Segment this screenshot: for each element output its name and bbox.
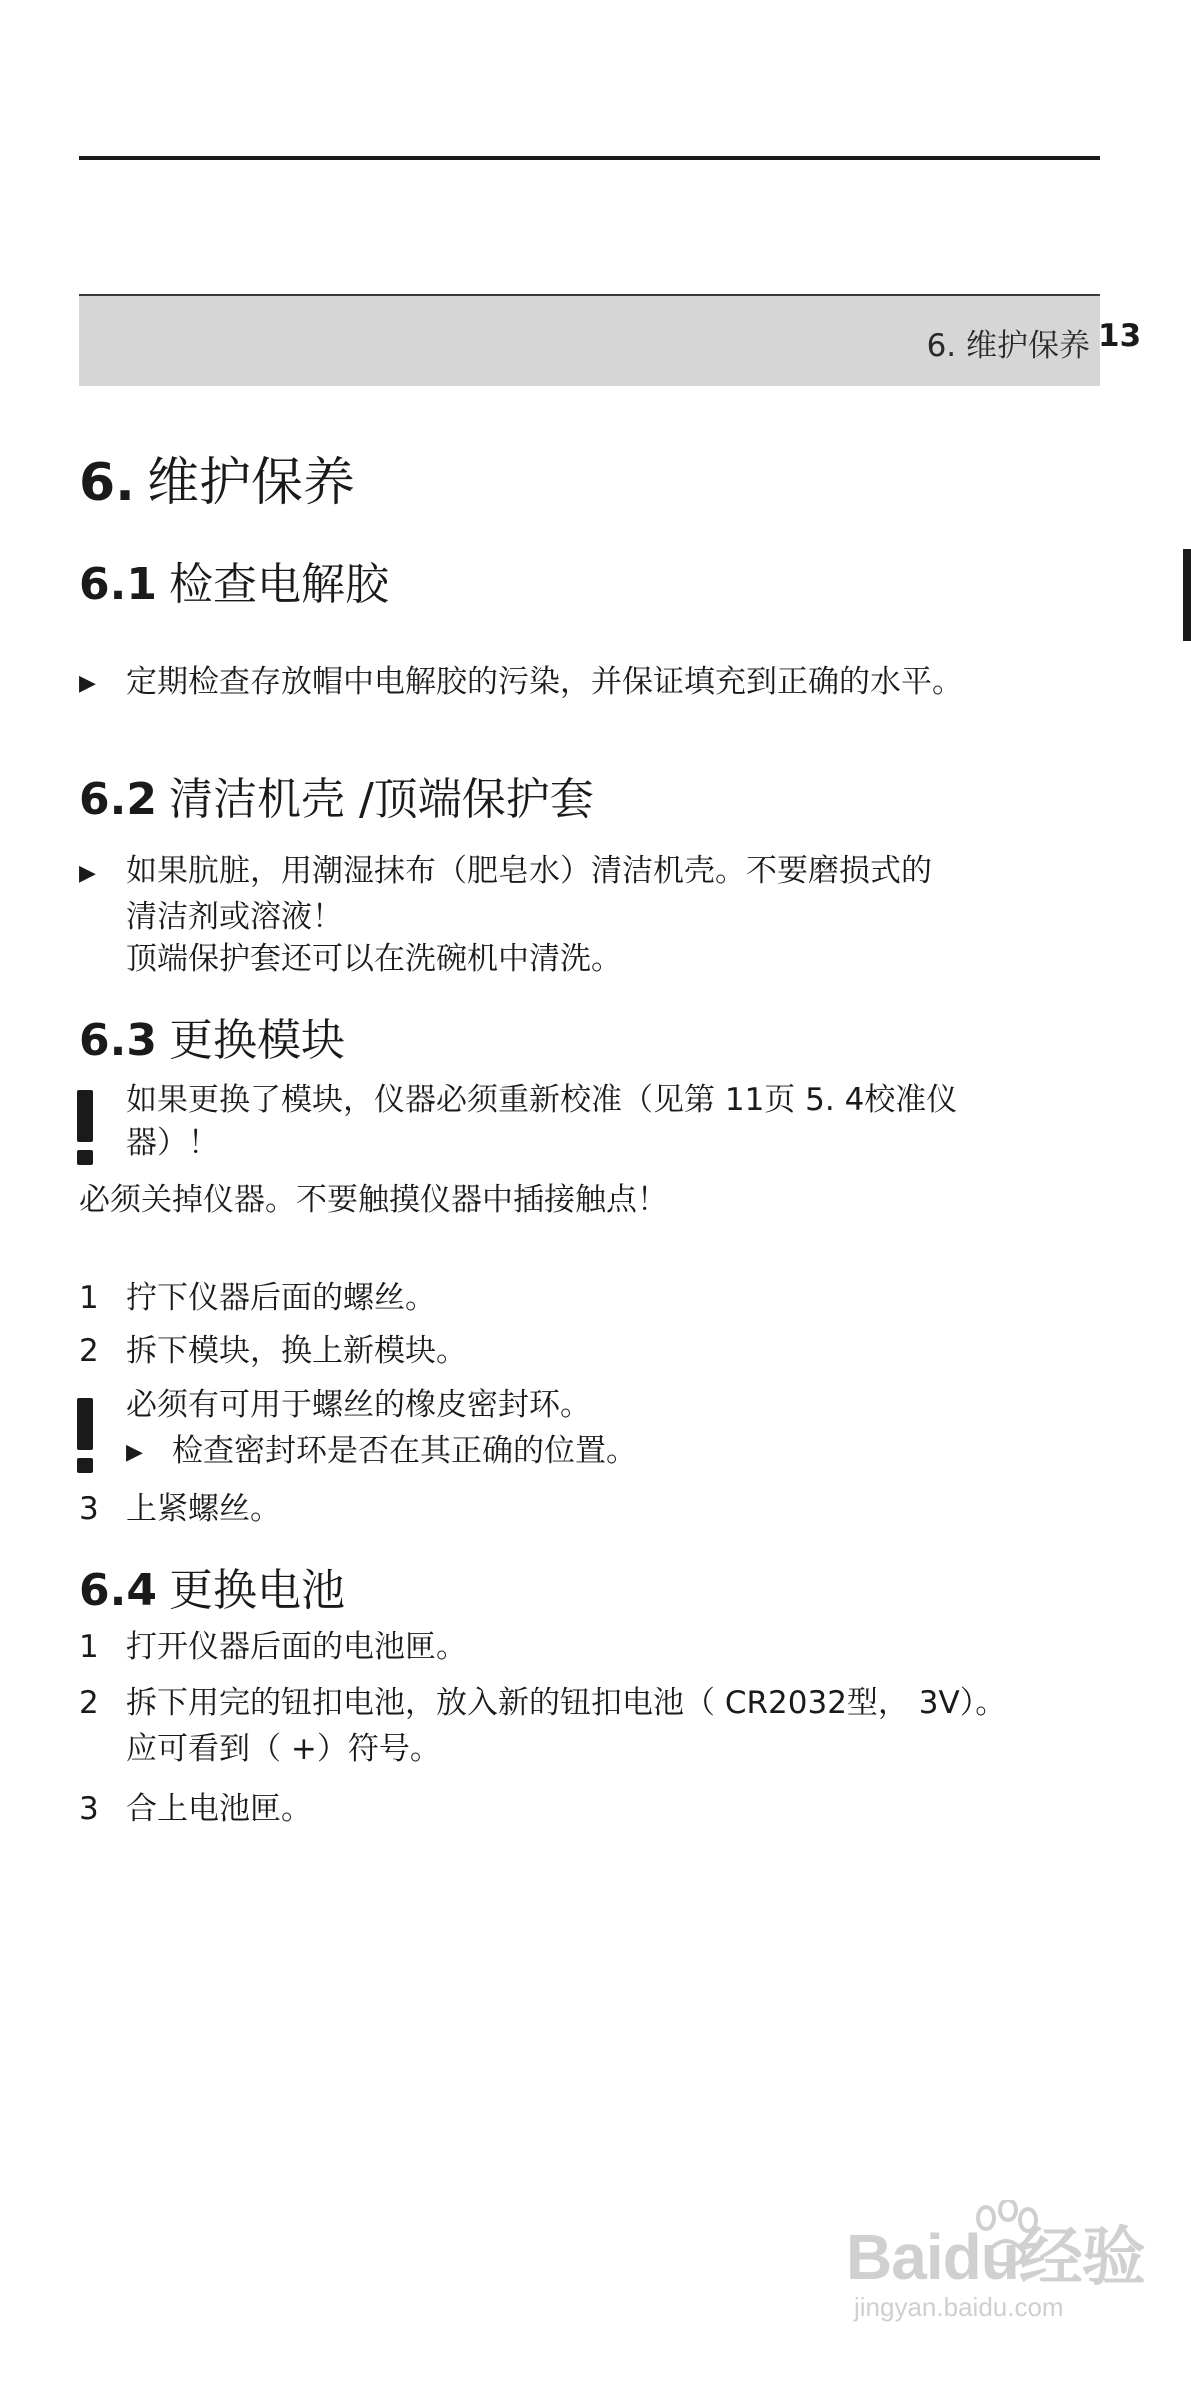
section-6-3-warning2-bullet: 检查密封环是否在其正确的位置。 [172, 1433, 637, 1469]
edge-tab-marker [1183, 549, 1191, 641]
warning-icon [76, 1090, 94, 1165]
warning-icon [76, 1398, 94, 1473]
section-6-3-warning-line1: 如果更换了模块，仪器必须重新校准（见第 11页 5. 4校准仪 [126, 1082, 958, 1118]
section-number: 6.2 [79, 774, 157, 825]
section-6-4-heading [79, 1554, 345, 1618]
section-number: 6.3 [79, 1015, 157, 1066]
section-title: 更换模块 [168, 1015, 345, 1066]
section-6-3-warning-line2: 器）！ [126, 1125, 219, 1161]
section-title: 检查电解胶 [168, 559, 389, 610]
section-6-3-warning2: 必须有可用于螺丝的橡皮密封环。 [126, 1387, 591, 1423]
chapter-number: 6. [79, 453, 135, 513]
baidu-watermark [846, 2200, 1145, 2330]
section-number: 6.4 [79, 1565, 157, 1616]
step-text: 上紧螺丝。 [126, 1491, 281, 1527]
step-text-continued: 应可看到（ +）符号。 [126, 1731, 441, 1767]
section-header-band [79, 294, 1100, 386]
step-number: 2 [79, 1333, 99, 1369]
bullet-arrow-icon: ▶ [79, 671, 96, 696]
watermark-logo: Baidu经验 [846, 2221, 1145, 2293]
section-6-3-note: 必须关掉仪器。不要触摸仪器中插接触点！ [79, 1182, 668, 1218]
step-text: 合上电池匣。 [126, 1791, 312, 1827]
bullet-arrow-icon: ▶ [126, 1440, 143, 1465]
step-text: 打开仪器后面的电池匣。 [126, 1629, 467, 1665]
section-6-2-line2: 清洁剂或溶液！ [126, 899, 343, 935]
page-number: 13 [1098, 318, 1142, 354]
section-6-2-heading [79, 763, 594, 827]
step-text: 拆下用完的钮扣电池，放入新的钮扣电池（ CR2032型， 3V）。 [126, 1685, 1007, 1721]
chapter-title [79, 440, 355, 515]
section-6-2-line3: 顶端保护套还可以在洗碗机中清洗。 [126, 941, 622, 977]
step-text: 拆下模块，换上新模块。 [126, 1333, 467, 1369]
bullet-arrow-icon: ▶ [79, 861, 96, 886]
step-number: 3 [79, 1791, 99, 1827]
section-6-2-line1: 如果肮脏，用潮湿抹布（肥皂水）清洁机壳。不要磨损式的 [126, 853, 932, 889]
top-rule [79, 156, 1100, 160]
step-number: 3 [79, 1491, 99, 1527]
section-6-1-heading [79, 548, 389, 612]
watermark-url: jingyan.baidu.com [854, 2292, 1064, 2322]
section-title: 更换电池 [168, 1565, 345, 1616]
step-number: 2 [79, 1685, 99, 1721]
header-section-label: 6. 维护保养 [926, 328, 1090, 364]
section-title: 清洁机壳 /顶端保护套 [168, 774, 594, 825]
section-6-3-heading [79, 1004, 345, 1068]
step-text: 拧下仪器后面的螺丝。 [126, 1280, 436, 1316]
step-number: 1 [79, 1280, 99, 1316]
section-6-1-bullet: 定期检查存放帽中电解胶的污染，并保证填充到正确的水平。 [126, 664, 963, 700]
chapter-title-text: 维护保养 [146, 453, 355, 513]
step-number: 1 [79, 1629, 99, 1665]
section-number: 6.1 [79, 559, 157, 610]
